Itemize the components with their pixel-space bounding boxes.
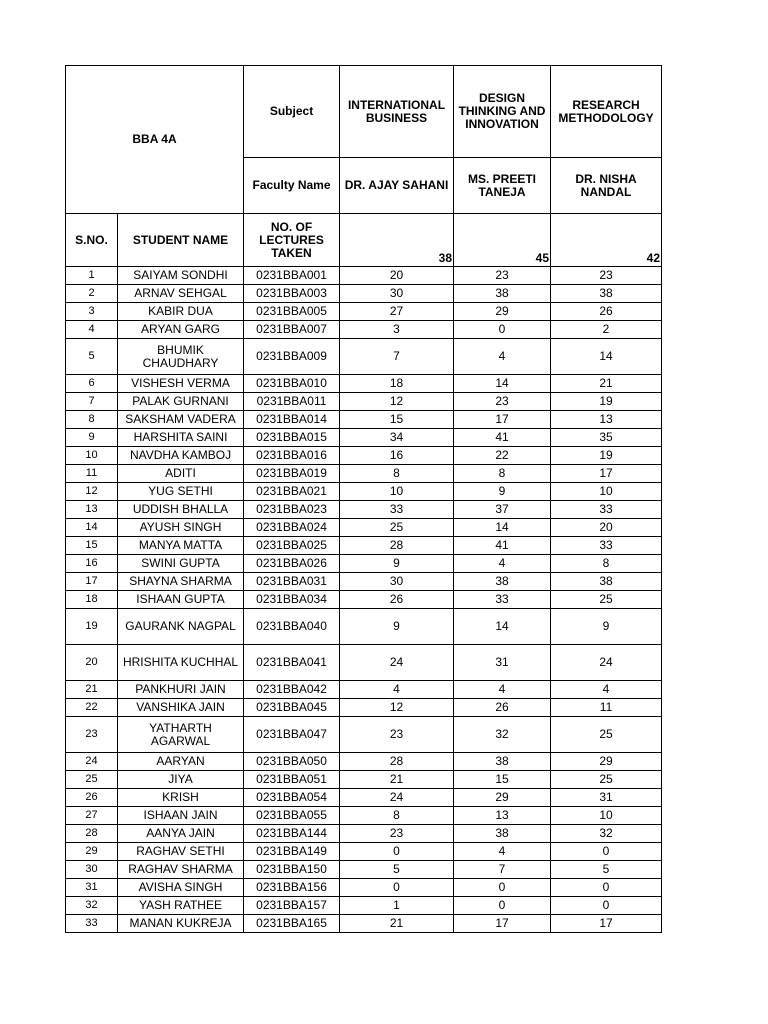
sno-cell: 31 <box>66 879 118 897</box>
table-row <box>66 915 662 933</box>
research-methodology-count: 17 <box>551 915 662 933</box>
student-name-cell: VANSHIKA JAIN <box>118 699 244 717</box>
student-name-cell: SAKSHAM VADERA <box>118 411 244 429</box>
student-name-cell: MANAN KUKREJA <box>118 915 244 933</box>
roll-number-cell: 0231BBA021 <box>244 483 340 501</box>
roll-number-cell: 0231BBA003 <box>244 285 340 303</box>
student-name-cell: SHAYNA SHARMA <box>118 573 244 591</box>
design-thinking-count: 4 <box>454 555 551 573</box>
research-methodology-count: 14 <box>551 339 662 375</box>
research-methodology-count: 11 <box>551 699 662 717</box>
international-business-count: 4 <box>340 681 454 699</box>
table-row <box>66 825 662 843</box>
sno-cell: 9 <box>66 429 118 447</box>
design-thinking-count: 23 <box>454 393 551 411</box>
student-name-cell: YASH RATHEE <box>118 897 244 915</box>
research-methodology-count: 2 <box>551 321 662 339</box>
lectures-taken-header: NO. OF LECTURES TAKEN <box>244 214 340 267</box>
research-methodology-count: 19 <box>551 447 662 465</box>
student-name-cell: NAVDHA KAMBOJ <box>118 447 244 465</box>
international-business-count: 21 <box>340 771 454 789</box>
table-row <box>66 411 662 429</box>
international-business-count: 24 <box>340 789 454 807</box>
research-methodology-count: 29 <box>551 753 662 771</box>
table-row <box>66 519 662 537</box>
sno-cell: 33 <box>66 915 118 933</box>
international-business-count: 15 <box>340 411 454 429</box>
sno-cell: 12 <box>66 483 118 501</box>
sno-cell: 4 <box>66 321 118 339</box>
roll-number-cell: 0231BBA005 <box>244 303 340 321</box>
sno-cell: 24 <box>66 753 118 771</box>
design-thinking-count: 0 <box>454 897 551 915</box>
international-business-count: 8 <box>340 807 454 825</box>
subject-label: Subject <box>244 66 340 158</box>
sno-cell: 6 <box>66 375 118 393</box>
research-methodology-count: 17 <box>551 465 662 483</box>
lectures-design-thinking: 45 <box>454 214 551 267</box>
international-business-count: 28 <box>340 537 454 555</box>
student-name-cell: BHUMIK CHAUDHARY <box>118 339 244 375</box>
design-thinking-count: 22 <box>454 447 551 465</box>
subject-design-thinking: DESIGN THINKING AND INNOVATION <box>454 66 551 158</box>
international-business-count: 0 <box>340 879 454 897</box>
sno-cell: 1 <box>66 267 118 285</box>
table-row <box>66 591 662 609</box>
student-name-cell: RAGHAV SETHI <box>118 843 244 861</box>
research-methodology-count: 10 <box>551 807 662 825</box>
sno-cell: 21 <box>66 681 118 699</box>
research-methodology-count: 35 <box>551 429 662 447</box>
research-methodology-count: 23 <box>551 267 662 285</box>
research-methodology-count: 19 <box>551 393 662 411</box>
student-name-cell: KABIR DUA <box>118 303 244 321</box>
subject-row <box>66 66 662 158</box>
design-thinking-count: 29 <box>454 303 551 321</box>
research-methodology-count: 13 <box>551 411 662 429</box>
international-business-count: 10 <box>340 483 454 501</box>
sno-cell: 14 <box>66 519 118 537</box>
design-thinking-count: 29 <box>454 789 551 807</box>
column-header-row <box>66 214 662 267</box>
sno-cell: 7 <box>66 393 118 411</box>
design-thinking-count: 32 <box>454 717 551 753</box>
sno-cell: 3 <box>66 303 118 321</box>
research-methodology-count: 26 <box>551 303 662 321</box>
sno-cell: 18 <box>66 591 118 609</box>
international-business-count: 8 <box>340 465 454 483</box>
student-name-cell: PANKHURI JAIN <box>118 681 244 699</box>
international-business-count: 34 <box>340 429 454 447</box>
sno-cell: 15 <box>66 537 118 555</box>
roll-number-cell: 0231BBA009 <box>244 339 340 375</box>
research-methodology-count: 33 <box>551 501 662 519</box>
table-row <box>66 771 662 789</box>
student-name-cell: ADITI <box>118 465 244 483</box>
international-business-count: 0 <box>340 843 454 861</box>
research-methodology-count: 24 <box>551 645 662 681</box>
sno-cell: 13 <box>66 501 118 519</box>
student-name-cell: ISHAAN JAIN <box>118 807 244 825</box>
roll-number-cell: 0231BBA050 <box>244 753 340 771</box>
table-row <box>66 717 662 753</box>
roll-number-cell: 0231BBA026 <box>244 555 340 573</box>
table-row <box>66 681 662 699</box>
design-thinking-count: 41 <box>454 429 551 447</box>
student-name-cell: AYUSH SINGH <box>118 519 244 537</box>
design-thinking-count: 4 <box>454 843 551 861</box>
table-row <box>66 465 662 483</box>
international-business-count: 20 <box>340 267 454 285</box>
international-business-count: 1 <box>340 897 454 915</box>
design-thinking-count: 0 <box>454 879 551 897</box>
design-thinking-count: 13 <box>454 807 551 825</box>
sno-cell: 20 <box>66 645 118 681</box>
sno-cell: 26 <box>66 789 118 807</box>
design-thinking-count: 38 <box>454 285 551 303</box>
roll-number-cell: 0231BBA054 <box>244 789 340 807</box>
sno-cell: 30 <box>66 861 118 879</box>
international-business-count: 23 <box>340 717 454 753</box>
table-row <box>66 843 662 861</box>
table-row <box>66 555 662 573</box>
international-business-count: 27 <box>340 303 454 321</box>
roll-number-cell: 0231BBA041 <box>244 645 340 681</box>
sno-cell: 8 <box>66 411 118 429</box>
roll-number-cell: 0231BBA016 <box>244 447 340 465</box>
table-row <box>66 303 662 321</box>
international-business-count: 26 <box>340 591 454 609</box>
research-methodology-count: 31 <box>551 789 662 807</box>
design-thinking-count: 14 <box>454 609 551 645</box>
table-row <box>66 807 662 825</box>
student-name-cell: HARSHITA SAINI <box>118 429 244 447</box>
table-row <box>66 267 662 285</box>
roll-number-cell: 0231BBA051 <box>244 771 340 789</box>
table-row <box>66 537 662 555</box>
student-name-cell: GAURANK NAGPAL <box>118 609 244 645</box>
student-name-cell: VISHESH VERMA <box>118 375 244 393</box>
table-row <box>66 699 662 717</box>
research-methodology-count: 0 <box>551 843 662 861</box>
student-name-cell: PALAK GURNANI <box>118 393 244 411</box>
sno-cell: 11 <box>66 465 118 483</box>
student-name-cell: KRISH <box>118 789 244 807</box>
international-business-count: 12 <box>340 699 454 717</box>
faculty-international-business: DR. AJAY SAHANI <box>340 158 454 214</box>
table-row <box>66 375 662 393</box>
table-row <box>66 285 662 303</box>
international-business-count: 21 <box>340 915 454 933</box>
research-methodology-count: 33 <box>551 537 662 555</box>
design-thinking-count: 17 <box>454 915 551 933</box>
table-row <box>66 789 662 807</box>
research-methodology-count: 9 <box>551 609 662 645</box>
research-methodology-count: 21 <box>551 375 662 393</box>
student-name-cell: JIYA <box>118 771 244 789</box>
research-methodology-count: 25 <box>551 591 662 609</box>
roll-number-cell: 0231BBA157 <box>244 897 340 915</box>
table-row <box>66 501 662 519</box>
table-row <box>66 861 662 879</box>
international-business-count: 9 <box>340 555 454 573</box>
class-name: BBA 4A <box>66 66 244 214</box>
international-business-count: 30 <box>340 285 454 303</box>
roll-number-cell: 0231BBA045 <box>244 699 340 717</box>
design-thinking-count: 15 <box>454 771 551 789</box>
international-business-count: 25 <box>340 519 454 537</box>
design-thinking-count: 26 <box>454 699 551 717</box>
research-methodology-count: 25 <box>551 717 662 753</box>
design-thinking-count: 33 <box>454 591 551 609</box>
design-thinking-count: 9 <box>454 483 551 501</box>
sno-cell: 5 <box>66 339 118 375</box>
student-name-cell: SAIYAM SONDHI <box>118 267 244 285</box>
roll-number-cell: 0231BBA015 <box>244 429 340 447</box>
roll-number-cell: 0231BBA001 <box>244 267 340 285</box>
faculty-design-thinking: MS. PREETI TANEJA <box>454 158 551 214</box>
design-thinking-count: 17 <box>454 411 551 429</box>
table-row <box>66 645 662 681</box>
roll-number-cell: 0231BBA150 <box>244 861 340 879</box>
design-thinking-count: 38 <box>454 825 551 843</box>
research-methodology-count: 5 <box>551 861 662 879</box>
sno-cell: 32 <box>66 897 118 915</box>
roll-number-cell: 0231BBA011 <box>244 393 340 411</box>
roll-number-cell: 0231BBA023 <box>244 501 340 519</box>
student-name-cell: SWINI GUPTA <box>118 555 244 573</box>
table-row <box>66 897 662 915</box>
international-business-count: 33 <box>340 501 454 519</box>
research-methodology-count: 4 <box>551 681 662 699</box>
student-name-cell: MANYA MATTA <box>118 537 244 555</box>
international-business-count: 18 <box>340 375 454 393</box>
student-name-cell: UDDISH BHALLA <box>118 501 244 519</box>
table-row <box>66 609 662 645</box>
design-thinking-count: 38 <box>454 753 551 771</box>
lectures-international-business: 38 <box>340 214 454 267</box>
student-name-cell: ARYAN GARG <box>118 321 244 339</box>
roll-number-cell: 0231BBA007 <box>244 321 340 339</box>
sno-cell: 16 <box>66 555 118 573</box>
research-methodology-count: 38 <box>551 573 662 591</box>
research-methodology-count: 0 <box>551 897 662 915</box>
sno-cell: 25 <box>66 771 118 789</box>
design-thinking-count: 4 <box>454 339 551 375</box>
student-name-cell: YATHARTH AGARWAL <box>118 717 244 753</box>
sno-cell: 28 <box>66 825 118 843</box>
table-row <box>66 879 662 897</box>
roll-number-cell: 0231BBA031 <box>244 573 340 591</box>
roll-number-cell: 0231BBA165 <box>244 915 340 933</box>
lectures-research-methodology: 42 <box>551 214 662 267</box>
subject-research-methodology: RESEARCH METHODOLOGY <box>551 66 662 158</box>
design-thinking-count: 31 <box>454 645 551 681</box>
research-methodology-count: 32 <box>551 825 662 843</box>
international-business-count: 24 <box>340 645 454 681</box>
roll-number-cell: 0231BBA024 <box>244 519 340 537</box>
sno-cell: 27 <box>66 807 118 825</box>
design-thinking-count: 14 <box>454 375 551 393</box>
research-methodology-count: 25 <box>551 771 662 789</box>
international-business-count: 23 <box>340 825 454 843</box>
international-business-count: 12 <box>340 393 454 411</box>
research-methodology-count: 20 <box>551 519 662 537</box>
roll-number-cell: 0231BBA034 <box>244 591 340 609</box>
design-thinking-count: 0 <box>454 321 551 339</box>
table-row <box>66 429 662 447</box>
subject-international-business: INTERNATIONAL BUSINESS <box>340 66 454 158</box>
roll-number-cell: 0231BBA019 <box>244 465 340 483</box>
international-business-count: 9 <box>340 609 454 645</box>
faculty-label: Faculty Name <box>244 158 340 214</box>
sno-header: S.NO. <box>66 214 118 267</box>
sno-cell: 17 <box>66 573 118 591</box>
sno-cell: 10 <box>66 447 118 465</box>
table-row <box>66 321 662 339</box>
attendance-table <box>65 65 662 933</box>
design-thinking-count: 8 <box>454 465 551 483</box>
roll-number-cell: 0231BBA144 <box>244 825 340 843</box>
international-business-count: 3 <box>340 321 454 339</box>
international-business-count: 28 <box>340 753 454 771</box>
student-name-cell: YUG SETHI <box>118 483 244 501</box>
international-business-count: 16 <box>340 447 454 465</box>
international-business-count: 7 <box>340 339 454 375</box>
research-methodology-count: 8 <box>551 555 662 573</box>
roll-number-cell: 0231BBA156 <box>244 879 340 897</box>
sno-cell: 2 <box>66 285 118 303</box>
table-row <box>66 483 662 501</box>
design-thinking-count: 23 <box>454 267 551 285</box>
student-name-cell: ARNAV SEHGAL <box>118 285 244 303</box>
sno-cell: 23 <box>66 717 118 753</box>
table-row <box>66 339 662 375</box>
design-thinking-count: 41 <box>454 537 551 555</box>
student-name-header: STUDENT NAME <box>118 214 244 267</box>
table-row <box>66 753 662 771</box>
design-thinking-count: 7 <box>454 861 551 879</box>
design-thinking-count: 38 <box>454 573 551 591</box>
roll-number-cell: 0231BBA042 <box>244 681 340 699</box>
sno-cell: 29 <box>66 843 118 861</box>
student-name-cell: ISHAAN GUPTA <box>118 591 244 609</box>
faculty-research-methodology: DR. NISHA NANDAL <box>551 158 662 214</box>
design-thinking-count: 37 <box>454 501 551 519</box>
international-business-count: 5 <box>340 861 454 879</box>
sno-cell: 22 <box>66 699 118 717</box>
student-name-cell: AANYA JAIN <box>118 825 244 843</box>
table-row <box>66 573 662 591</box>
research-methodology-count: 38 <box>551 285 662 303</box>
design-thinking-count: 14 <box>454 519 551 537</box>
roll-number-cell: 0231BBA010 <box>244 375 340 393</box>
roll-number-cell: 0231BBA047 <box>244 717 340 753</box>
roll-number-cell: 0231BBA025 <box>244 537 340 555</box>
design-thinking-count: 4 <box>454 681 551 699</box>
international-business-count: 30 <box>340 573 454 591</box>
roll-number-cell: 0231BBA040 <box>244 609 340 645</box>
student-name-cell: AVISHA SINGH <box>118 879 244 897</box>
table-row <box>66 393 662 411</box>
table-row <box>66 447 662 465</box>
research-methodology-count: 0 <box>551 879 662 897</box>
roll-number-cell: 0231BBA149 <box>244 843 340 861</box>
research-methodology-count: 10 <box>551 483 662 501</box>
student-name-cell: RAGHAV SHARMA <box>118 861 244 879</box>
roll-number-cell: 0231BBA014 <box>244 411 340 429</box>
sno-cell: 19 <box>66 609 118 645</box>
roll-number-cell: 0231BBA055 <box>244 807 340 825</box>
student-name-cell: AARYAN <box>118 753 244 771</box>
student-name-cell: HRISHITA KUCHHAL <box>118 645 244 681</box>
